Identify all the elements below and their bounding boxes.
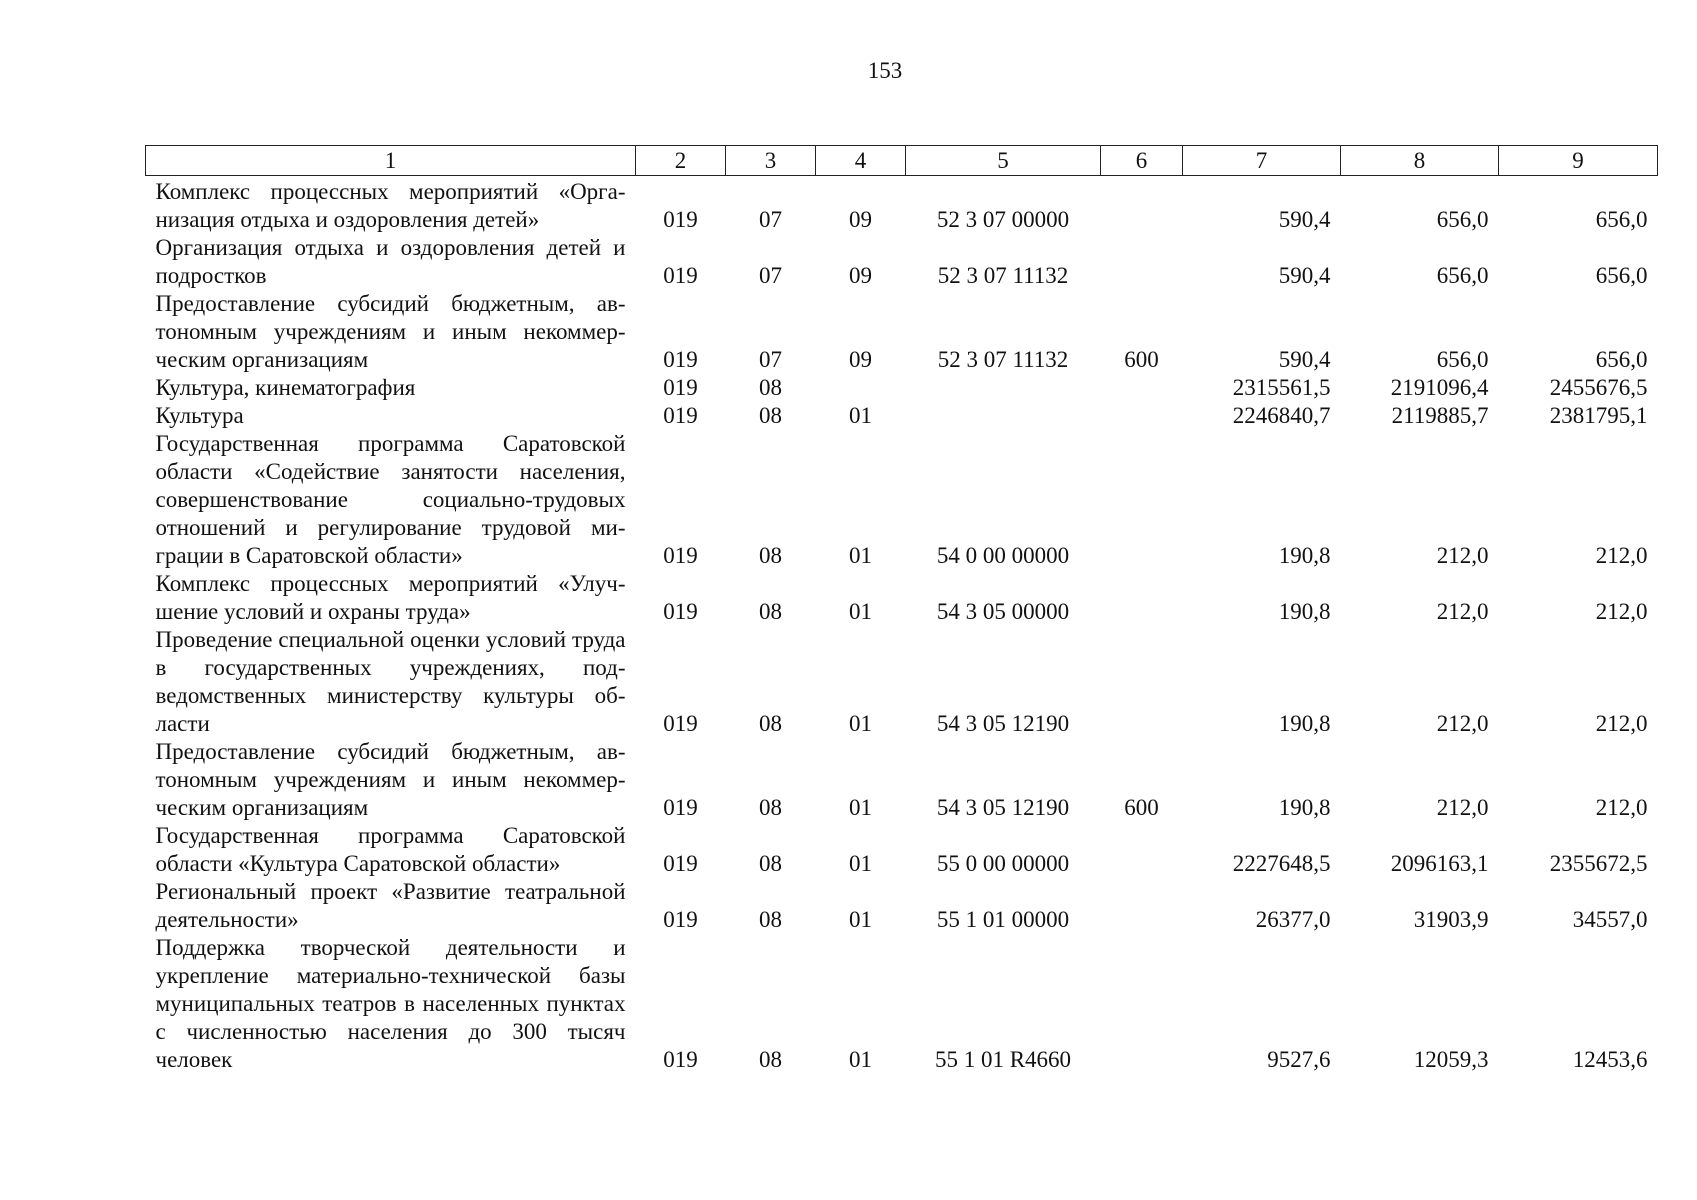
- cell-target-article: 55 1 01 00000: [936, 907, 1070, 932]
- cell-ministry: 019: [663, 403, 698, 428]
- cell-ministry: 019: [663, 1047, 698, 1072]
- cell-amount-7: 190,8: [1278, 599, 1331, 624]
- row-name: Предоставление субсидий бюджетным, автономным учреждениям и иным некоммерческим организациям: [155, 291, 626, 372]
- row-name: Комплекс процессных мероприятий «Улучшение условий и охраны труда»: [155, 571, 626, 624]
- cell-ministry: 019: [663, 599, 698, 624]
- cell-amount-7: 590,4: [1278, 347, 1331, 372]
- cell-amount-7: 190,8: [1278, 543, 1331, 568]
- cell-target-article: 52 3 07 00000: [936, 207, 1070, 232]
- page-number: 153: [867, 58, 903, 83]
- cell-target-article: 52 3 07 11132: [937, 263, 1069, 288]
- table-row: [146, 738, 1658, 822]
- cell-amount-8: 212,0: [1436, 543, 1489, 568]
- column-header: 7: [1183, 146, 1341, 176]
- cell-ministry: 019: [663, 543, 698, 568]
- cell-amount-9: 656,0: [1595, 263, 1648, 288]
- cell-amount-9: 2455676,5: [1549, 375, 1648, 400]
- cell-expense-type: 600: [1124, 795, 1159, 820]
- row-name: Комплекс процессных мероприятий «Организация отдыха и оздоровления детей»: [155, 179, 626, 232]
- cell-ministry: 019: [663, 907, 698, 932]
- cell-subsection: 01: [849, 851, 872, 876]
- cell-expense-type: [1101, 430, 1183, 570]
- cell-subsection: 01: [849, 907, 872, 932]
- cell-section: 07: [759, 347, 782, 372]
- cell-amount-8: 656,0: [1436, 347, 1489, 372]
- row-name: Предоставление субсидий бюджетным, автономным учреждениям и иным некоммерческим организациям: [155, 739, 626, 820]
- cell-amount-7: 2315561,5: [1232, 375, 1331, 400]
- column-header: 2: [636, 146, 726, 176]
- row-name: Организация отдыха и оздоровления детей и подростков: [155, 235, 626, 288]
- budget-table: [145, 145, 1658, 1074]
- cell-amount-9: 656,0: [1595, 207, 1648, 232]
- cell-amount-7: 190,8: [1278, 795, 1331, 820]
- table-row: [146, 402, 1658, 430]
- cell-expense-type: [1101, 176, 1183, 235]
- cell-amount-9: 34557,0: [1572, 907, 1648, 932]
- column-header: 3: [726, 146, 816, 176]
- cell-amount-9: 212,0: [1595, 599, 1648, 624]
- row-name: Государственная программа Саратовской области «Содействие занятости населения, совершенствование социально-трудовых отношений и регулирование трудовой миграции в Саратовской области»: [155, 431, 626, 568]
- column-header: 9: [1499, 146, 1658, 176]
- cell-amount-8: 212,0: [1436, 711, 1489, 736]
- cell-subsection: 09: [849, 263, 872, 288]
- cell-subsection: [816, 374, 906, 402]
- table-row: [146, 570, 1658, 626]
- cell-ministry: 019: [663, 795, 698, 820]
- cell-amount-9: 12453,6: [1572, 1047, 1648, 1072]
- table-row: [146, 430, 1658, 570]
- column-header: 8: [1341, 146, 1499, 176]
- cell-amount-8: 12059,3: [1413, 1047, 1489, 1072]
- cell-amount-7: 190,8: [1278, 711, 1331, 736]
- cell-expense-type: [1101, 822, 1183, 878]
- row-name: Поддержка творческой деятельности и укрепление материально-технической базы муниципальных театров в населенных пунктах с численностью населения до 300 тысяч человек: [155, 935, 626, 1072]
- cell-amount-9: 212,0: [1595, 543, 1648, 568]
- table-row: [146, 234, 1658, 290]
- cell-amount-7: 9527,6: [1267, 1047, 1331, 1072]
- cell-target-article: [906, 402, 1101, 430]
- table-row: [146, 822, 1658, 878]
- cell-amount-8: 212,0: [1436, 795, 1489, 820]
- cell-amount-8: 656,0: [1436, 207, 1489, 232]
- cell-ministry: 019: [663, 347, 698, 372]
- cell-target-article: 54 3 05 12190: [936, 795, 1070, 820]
- cell-expense-type: [1101, 374, 1183, 402]
- cell-section: 08: [759, 543, 782, 568]
- cell-expense-type: [1101, 570, 1183, 626]
- cell-expense-type: [1101, 402, 1183, 430]
- row-name: Культура: [155, 403, 244, 428]
- cell-amount-9: 656,0: [1595, 347, 1648, 372]
- cell-expense-type: [1101, 934, 1183, 1074]
- cell-subsection: 01: [849, 599, 872, 624]
- table-row: [146, 374, 1658, 402]
- cell-target-article: 54 0 00 00000: [936, 543, 1070, 568]
- column-header: 5: [906, 146, 1101, 176]
- cell-subsection: 09: [849, 207, 872, 232]
- cell-section: 08: [759, 795, 782, 820]
- cell-section: 08: [759, 1047, 782, 1072]
- row-name: Государственная программа Саратовской области «Культура Саратовской области»: [155, 823, 626, 876]
- cell-section: 08: [759, 375, 782, 400]
- cell-amount-9: 2355672,5: [1549, 851, 1648, 876]
- table-header-row: [146, 146, 1658, 176]
- cell-amount-7: 590,4: [1278, 263, 1331, 288]
- cell-subsection: 01: [849, 711, 872, 736]
- cell-section: 08: [759, 907, 782, 932]
- cell-amount-8: 2191096,4: [1390, 375, 1489, 400]
- cell-expense-type: [1101, 626, 1183, 738]
- cell-expense-type: [1101, 234, 1183, 290]
- cell-expense-type: [1101, 878, 1183, 934]
- cell-section: 08: [759, 403, 782, 428]
- row-name: Региональный проект «Развитие театральной деятельности»: [155, 879, 626, 932]
- cell-target-article: 52 3 07 11132: [937, 347, 1069, 372]
- cell-amount-7: 590,4: [1278, 207, 1331, 232]
- cell-amount-9: 212,0: [1595, 795, 1648, 820]
- cell-subsection: 01: [849, 1047, 872, 1072]
- cell-amount-9: 212,0: [1595, 711, 1648, 736]
- cell-target-article: 55 1 01 R4660: [934, 1047, 1072, 1072]
- cell-subsection: 01: [849, 795, 872, 820]
- cell-ministry: 019: [663, 375, 698, 400]
- column-header: 4: [816, 146, 906, 176]
- cell-subsection: 01: [849, 403, 872, 428]
- cell-ministry: 019: [663, 851, 698, 876]
- column-header: 6: [1101, 146, 1183, 176]
- table-row: [146, 626, 1658, 738]
- cell-ministry: 019: [663, 711, 698, 736]
- cell-subsection: 09: [849, 347, 872, 372]
- cell-amount-8: 212,0: [1436, 599, 1489, 624]
- cell-section: 07: [759, 207, 782, 232]
- cell-amount-9: 2381795,1: [1549, 403, 1648, 428]
- row-name: Культура, кинематография: [155, 375, 416, 400]
- cell-amount-7: 26377,0: [1255, 907, 1331, 932]
- cell-ministry: 019: [663, 263, 698, 288]
- cell-amount-7: 2227648,5: [1232, 851, 1331, 876]
- cell-amount-8: 656,0: [1436, 263, 1489, 288]
- cell-expense-type: 600: [1124, 347, 1159, 372]
- table-row: [146, 934, 1658, 1074]
- cell-amount-8: 2096163,1: [1390, 851, 1489, 876]
- cell-section: 08: [759, 711, 782, 736]
- row-name: Проведение специальной оценки условий труда в государственных учреждениях, подведомственных министерству культуры области: [155, 627, 626, 736]
- table-row: [146, 176, 1658, 235]
- cell-amount-8: 31903,9: [1413, 907, 1489, 932]
- cell-target-article: 55 0 00 00000: [936, 851, 1070, 876]
- table-row: [146, 290, 1658, 374]
- cell-section: 08: [759, 599, 782, 624]
- cell-ministry: 019: [663, 207, 698, 232]
- cell-amount-7: 2246840,7: [1232, 403, 1331, 428]
- cell-amount-8: 2119885,7: [1391, 403, 1489, 428]
- cell-target-article: [906, 374, 1101, 402]
- column-header: 1: [146, 146, 636, 176]
- cell-section: 07: [759, 263, 782, 288]
- cell-subsection: 01: [849, 543, 872, 568]
- cell-section: 08: [759, 851, 782, 876]
- table-row: [146, 878, 1658, 934]
- cell-target-article: 54 3 05 00000: [936, 599, 1070, 624]
- cell-target-article: 54 3 05 12190: [936, 711, 1070, 736]
